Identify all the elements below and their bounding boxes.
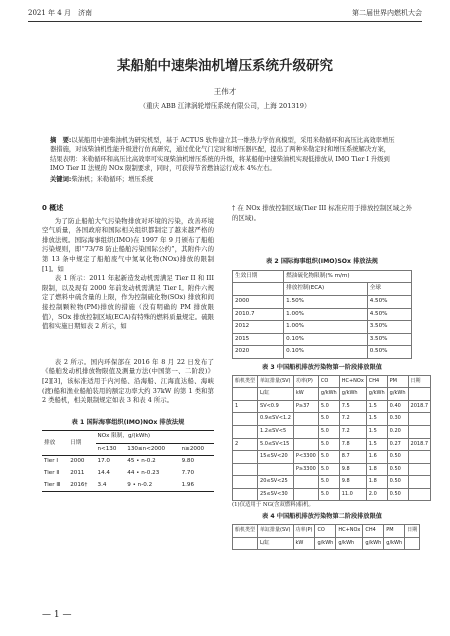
table-cell: 5.0 — [318, 438, 339, 451]
table-cell: Tier Ⅰ — [44, 458, 58, 465]
table-cell: 2000 — [233, 295, 284, 308]
table3-header: CO — [318, 375, 339, 388]
table-cell: 5.0 — [318, 413, 339, 426]
paragraph: 为了防止船舶大气污染物排放对环境的污染，改善环境空气质量，各国政府和国际相关组织都制定了越来越严格的排放法规。国际海事组织(IMO)在 1997 年 9 月颁布了船舶污染规则，即“73/78 防止船舶污染国际公约”，其附件六的第 13 条中规定了船舶废气中氮氧化物(NOx)排放的限制[1]。如 — [42, 216, 214, 273]
left-column — [42, 204, 214, 492]
table4-header: HC+NOx — [336, 525, 363, 538]
table-cell: 7.70 — [181, 470, 195, 477]
table-cell: 8.7 — [339, 451, 366, 464]
table-cell — [233, 451, 258, 464]
table-row — [42, 468, 214, 480]
table-cell: 0.30 — [387, 413, 408, 426]
table4-header: PM — [384, 525, 405, 538]
table4-header: CH4 — [363, 525, 384, 538]
table-cell: 2010.7 — [233, 308, 284, 321]
table3-unit: g/kWh — [339, 388, 366, 401]
table-cell — [233, 488, 258, 501]
table-cell: 1.00% — [284, 308, 368, 321]
table-cell: 4.50% — [367, 295, 411, 308]
right-column — [232, 204, 429, 550]
table3-header: 日期 — [408, 375, 431, 388]
table3-unit: g/kWh — [387, 388, 408, 401]
table-cell: 2012 — [233, 321, 284, 334]
table1-caption: 表 1 国际海事组织(IMO)NOx 排放法规 — [71, 418, 185, 426]
table-cell: 45 • n-0.2 — [127, 458, 156, 465]
table-cell: 2 — [233, 438, 258, 451]
header-right: 第二届世界内燃机大会 — [352, 9, 422, 17]
table-cell — [293, 413, 318, 426]
paper-title: 某船舶中速柴油机增压系统升级研究 — [117, 58, 333, 74]
table-row — [233, 308, 412, 321]
table-cell: 0.10% — [284, 333, 368, 346]
table-cell: 5.0 — [318, 425, 339, 438]
table3-note: (1)仅适用于 NG(含双燃料)船机。 — [232, 502, 314, 509]
section-heading: 0 概述 — [42, 204, 64, 212]
running-header — [28, 6, 422, 20]
table-cell: 0.10% — [284, 346, 368, 359]
table3-body — [233, 400, 431, 501]
table3-header: HC+NOx — [339, 375, 366, 388]
table2-header-eca: 排放控制(ECA) — [284, 283, 368, 296]
table-cell: 0.50 — [387, 488, 408, 501]
table4-unit — [405, 537, 420, 550]
table3-unit: kW — [293, 388, 318, 401]
table-cell: P<3300 — [293, 451, 318, 464]
table-cell — [233, 425, 258, 438]
table3-unit: L/缸 — [258, 388, 294, 401]
table-cell: 5.0 — [318, 451, 339, 464]
table4-unit: g/kWh — [315, 537, 336, 550]
keywords-label: 关键词: — [50, 176, 72, 183]
table-cell: SV<0.9 — [258, 400, 294, 413]
table-cell: P≥37 — [293, 400, 318, 413]
table-cell: 20≤SV<25 — [258, 476, 294, 489]
table-cell: P≥3300 — [293, 463, 318, 476]
table1-header-nox: NOx 限制，g/(kWh) — [96, 431, 214, 444]
table-cell: 1.2≤SV<5 — [258, 425, 294, 438]
table-cell: 9.80 — [181, 458, 195, 465]
table-row — [233, 321, 412, 334]
affiliation: （重庆 ABB 江津涡轮增压系统有限公司，上海 201319） — [139, 102, 311, 110]
table-cell — [408, 476, 431, 489]
table-cell: 0.20 — [387, 425, 408, 438]
keywords-text: 柴油机；米勒循环；增压系统 — [71, 176, 154, 183]
table-cell: 14.4 — [97, 470, 110, 477]
table-row — [233, 413, 431, 426]
table2-caption: 表 2 国际海事组织(IMO)SOx 排放法规 — [266, 258, 378, 266]
table-cell: 2011 — [70, 470, 85, 477]
table-row — [233, 476, 431, 489]
table3-header: 单缸排量(SV) — [258, 375, 294, 388]
table-cell — [233, 413, 258, 426]
table-cell: 1.50% — [284, 295, 368, 308]
table-cell: 2015 — [233, 333, 284, 346]
keywords — [50, 174, 153, 183]
table-cell: Tier Ⅱ — [44, 470, 60, 477]
table-row — [42, 480, 214, 492]
table-cell: 11.0 — [339, 488, 366, 501]
table1-header-tier: 排放 — [44, 439, 56, 446]
table-row — [233, 451, 431, 464]
table-row — [233, 425, 431, 438]
table4-unit: kW — [293, 537, 315, 550]
table2-header-global: 全球 — [367, 283, 411, 296]
table-cell: 2018.7 — [408, 438, 431, 451]
table3-header: 船机类型 — [233, 375, 258, 388]
table-cell — [408, 488, 431, 501]
table-cell: 5.0 — [318, 463, 339, 476]
table-cell: 5.0 — [318, 400, 339, 413]
table-cell — [293, 425, 318, 438]
table-cell: 0.50 — [387, 451, 408, 464]
table-cell: 0.9≤SV<1.2 — [258, 413, 294, 426]
table-cell: 3.4 — [97, 481, 107, 488]
table-cell: 1.5 — [366, 400, 387, 413]
table3 — [232, 375, 431, 502]
table-cell: 0.50 — [387, 476, 408, 489]
table4-unit: g/kWh — [336, 537, 363, 550]
table-row — [233, 295, 412, 308]
table4-header: 单缸排量(SV) — [258, 525, 294, 538]
table-cell — [233, 463, 258, 476]
table-cell: 5.0 — [318, 488, 339, 501]
abstract-label: 摘 要: — [50, 137, 72, 144]
table3-unit — [408, 388, 431, 401]
table-cell: 2000 — [70, 458, 85, 465]
table4-unit — [233, 537, 258, 550]
table-cell: 44 • n-0.23 — [127, 470, 160, 477]
table4-header: 船机类型 — [233, 525, 258, 538]
table4-header: 日期 — [405, 525, 420, 538]
header-rule — [28, 21, 422, 22]
table-cell: 0.27 — [387, 438, 408, 451]
table2-header-fuel: 燃油硫化物限制(% m/m) — [284, 270, 412, 283]
table3-header: 功率(P) — [293, 375, 318, 388]
table-cell: 0.40 — [387, 400, 408, 413]
table1 — [42, 430, 214, 492]
table4-unit: L/缸 — [258, 537, 294, 550]
table-cell — [408, 413, 431, 426]
table-row — [233, 463, 431, 476]
table3-unit — [233, 388, 258, 401]
table-cell: 1.8 — [366, 476, 387, 489]
table1-footnote: † 在 NOx 排放控制区域(Tier III 标准应用于排放控制区域之外的区域)。 — [232, 204, 412, 222]
table-cell: 1 — [233, 400, 258, 413]
table-cell: 3.50% — [367, 321, 411, 334]
table1-header-date: 日期 — [70, 439, 82, 446]
table-cell — [293, 476, 318, 489]
table4-header: CO — [315, 525, 336, 538]
table-cell: 2.0 — [366, 488, 387, 501]
table4-unit: g/kWh — [363, 537, 384, 550]
table-cell: 9.8 — [339, 463, 366, 476]
table-cell: 2018.7 — [408, 400, 431, 413]
table-cell: 1.5 — [366, 425, 387, 438]
paragraph: 表 1 所示：2011 年起新造发动机需满足 Tier II 和 III 限制，以及现有 2000 年前发动机需满足 Tier I。附件六规定了燃料中硫含量的上限，作为控制硫化物(SOx) 排放和间接控制颗粒物(PM)排放的措施（没有明确的 PM 排放限值），SOx 排放控制区域(ECA)有特殊的燃料质量规定。硫限值和实施日期如表 2 所示，如 — [42, 274, 214, 331]
table-cell: 2020 — [233, 346, 284, 359]
table3-unit: g/kWh — [366, 388, 387, 401]
table-cell: 7.5 — [339, 400, 366, 413]
table1-header-n2: 130≤n<2000 — [127, 445, 166, 452]
table-cell — [408, 425, 431, 438]
table-cell: 1.96 — [181, 481, 195, 488]
table4-unit: g/kWh — [384, 537, 405, 550]
table-cell: 5.0 — [318, 476, 339, 489]
table-cell — [293, 438, 318, 451]
table-cell: 1.00% — [284, 321, 368, 334]
abstract-text: 以某船用中速柴油机为研究机型，基于 ACTUS 软件建立其一维热力学仿真模型，采用米勒循环和高压比高效率增压器措施，对该柴油机性能升级进行仿真研究，通过优化气门定时和增压器匹配，提出了两种米勒定时和增压系统解决方案，结果表明：米勒循环和高压比高效率可实现柴油机增压系统的升级，将某船舶中速柴油机实现低排放从 IMO Tier I 升级到 IMO Tier II 法规的 NOx 限制要求，同时，可获得节省燃油运行成本 4%左右。 — [50, 137, 395, 173]
table3-caption: 表 3 中国船机排放污染物第一阶段排放限值 — [262, 363, 382, 371]
table4-caption: 表 4 中国船机排放污染物第二阶段排放限值 — [262, 513, 382, 521]
table-cell: 2016† — [70, 481, 88, 488]
table-cell: 17.0 — [97, 458, 110, 465]
table-cell: 9.8 — [339, 476, 366, 489]
table2 — [232, 270, 412, 359]
paragraph: 表 2 所示。国内环保部在 2016 年 8 月 22 日发布了《船舶发动机排放物限值及测量方法(中国第一、二阶段)》[2][3]，该标准适用于内河船、沿海船、江海直达船、海峡(渡)船和渔业船舶装用的额定功率大约 37kW 的第 1 类和第 2 类船机，相关限制规定如表 3 和表 4 所示。 — [42, 357, 214, 405]
author: 王伟才 — [213, 87, 237, 96]
table3-unit: g/kWh — [318, 388, 339, 401]
table-row — [42, 456, 214, 468]
table-cell: 7.8 — [339, 438, 366, 451]
table-cell — [293, 488, 318, 501]
table-cell: 0.50% — [367, 346, 411, 359]
table-cell: 1.8 — [366, 463, 387, 476]
table-cell: 9 • n-0.2 — [127, 481, 153, 488]
table-cell: 3.50% — [367, 333, 411, 346]
table-cell: 0.50 — [387, 463, 408, 476]
table3-header: PM — [387, 375, 408, 388]
table-cell — [408, 451, 431, 464]
table-cell: 7.2 — [339, 413, 366, 426]
table3-header: CH4 — [366, 375, 387, 388]
table4 — [232, 524, 420, 550]
header-left: 2021 年 4 月 济南 — [28, 9, 92, 17]
table-cell: 1.5 — [366, 413, 387, 426]
table-cell: 1.6 — [366, 451, 387, 464]
table-cell: Tier Ⅲ — [44, 481, 61, 488]
table-cell — [408, 463, 431, 476]
table4-header: 功率(P) — [293, 525, 315, 538]
table-row — [233, 346, 412, 359]
table1-header-n3: n≥2000 — [181, 445, 205, 452]
table-cell: 5.0≤SV<15 — [258, 438, 294, 451]
page-number: — 1 — — [42, 610, 72, 620]
table-cell: 25≤SV<30 — [258, 488, 294, 501]
table2-header-date: 生效日期 — [233, 270, 284, 283]
table-row — [233, 400, 431, 413]
table-cell — [258, 463, 294, 476]
table1-header-n1: n<130 — [97, 445, 117, 452]
abstract — [50, 136, 396, 174]
table-row — [233, 488, 431, 501]
table-cell: 7.2 — [339, 425, 366, 438]
table-cell: 15≤SV<20 — [258, 451, 294, 464]
table-row — [233, 438, 431, 451]
table-cell — [233, 476, 258, 489]
table-row — [233, 333, 412, 346]
table-cell: 1.5 — [366, 438, 387, 451]
table-cell: 4.50% — [367, 308, 411, 321]
